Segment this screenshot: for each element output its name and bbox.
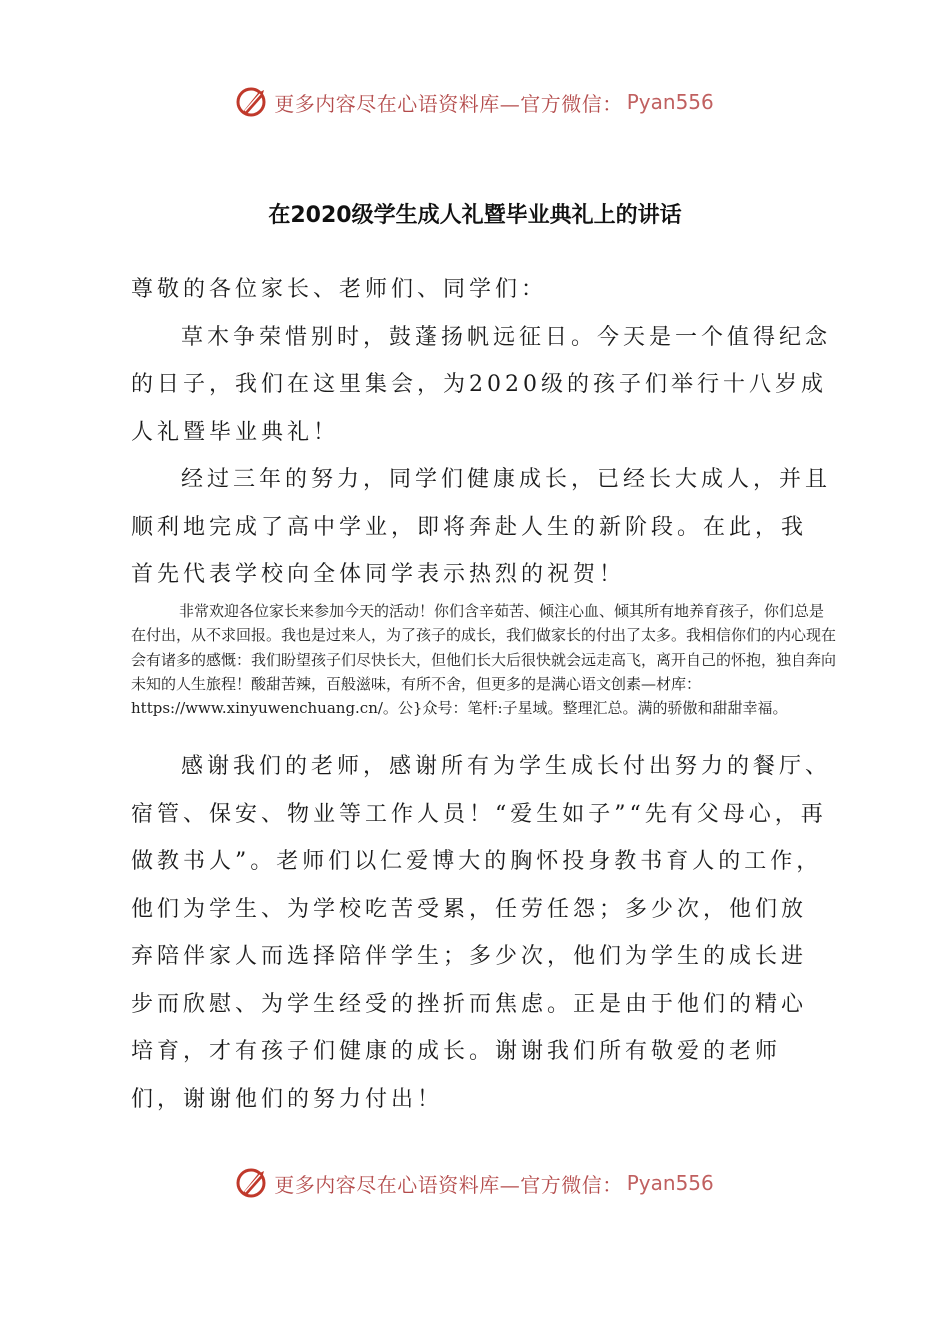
pen-logo-icon <box>236 1166 270 1200</box>
header-banner-text: 更多内容尽在心语资料库—官方微信： <box>274 91 623 116</box>
footer-banner <box>0 1161 950 1205</box>
paragraph-1: 草木争荣惜别时，鼓蓬扬帆远征日。今天是一个值得纪念的日子，我们在这里集会，为2020级的孩子们举行十八岁成人礼暨毕业典礼！ <box>131 324 832 445</box>
small-paragraph: 非常欢迎各位家长来参加今天的活动！你们含辛茹苦、倾注心血、倾其所有地养育孩子，你们总是在付出，从不求回报。我也是过来人，为了孩子的成长，我们做家长的付出了太多。我相信你们的内心现在会有诸多的感慨：我们盼望孩子们尽快长大，但他们长大后很快就会远走高飞，离开自己的怀抱，独自奔向未知的人生旅程！酸甜苦辣，百般滋味，有所不舍，但更多的是满心语文创素—材库：https://www.xinyuwenchuang.cn/。公}众号：笔杆:子星域。整理汇总。满的骄傲和甜甜幸福。 <box>131 602 837 718</box>
body-bottom <box>131 743 831 1123</box>
body-top <box>131 266 831 599</box>
header-banner <box>0 80 950 124</box>
footer-wechat-id: Pyan556 <box>626 1171 714 1195</box>
document-title: 在2020级学生成人礼暨毕业典礼上的讲话 <box>268 203 682 228</box>
pen-logo-icon <box>236 85 270 119</box>
salutation: 尊敬的各位家长、老师们、同学们： <box>131 277 548 302</box>
footer-banner-text: 更多内容尽在心语资料库—官方微信： <box>274 1172 623 1197</box>
paragraph-3: 感谢我们的老师，感谢所有为学生成长付出努力的餐厅、宿管、保安、物业等工作人员！“爱生如子”“先有父母心，再做教书人”。老师们以仁爱博大的胸怀投身教书育人的工作，他们为学生、为学校吃苦受累，任劳任怨；多少次，他们放弃陪伴家人而选择陪伴学生；多少次，他们为学生的成长进步而欣慰、为学生经受的挫折而焦虑。正是由于他们的精心培育，才有孩子们健康的成长。谢谢我们所有敬爱的老师们，谢谢他们的努力付出！ <box>131 754 832 1112</box>
paragraph-2: 经过三年的努力，同学们健康成长，已经长大成人，并且顺利地完成了高中学业，即将奔赴人生的新阶段。在此，我首先代表学校向全体同学表示热烈的祝贺！ <box>131 467 832 587</box>
header-wechat-id: Pyan556 <box>626 90 714 114</box>
